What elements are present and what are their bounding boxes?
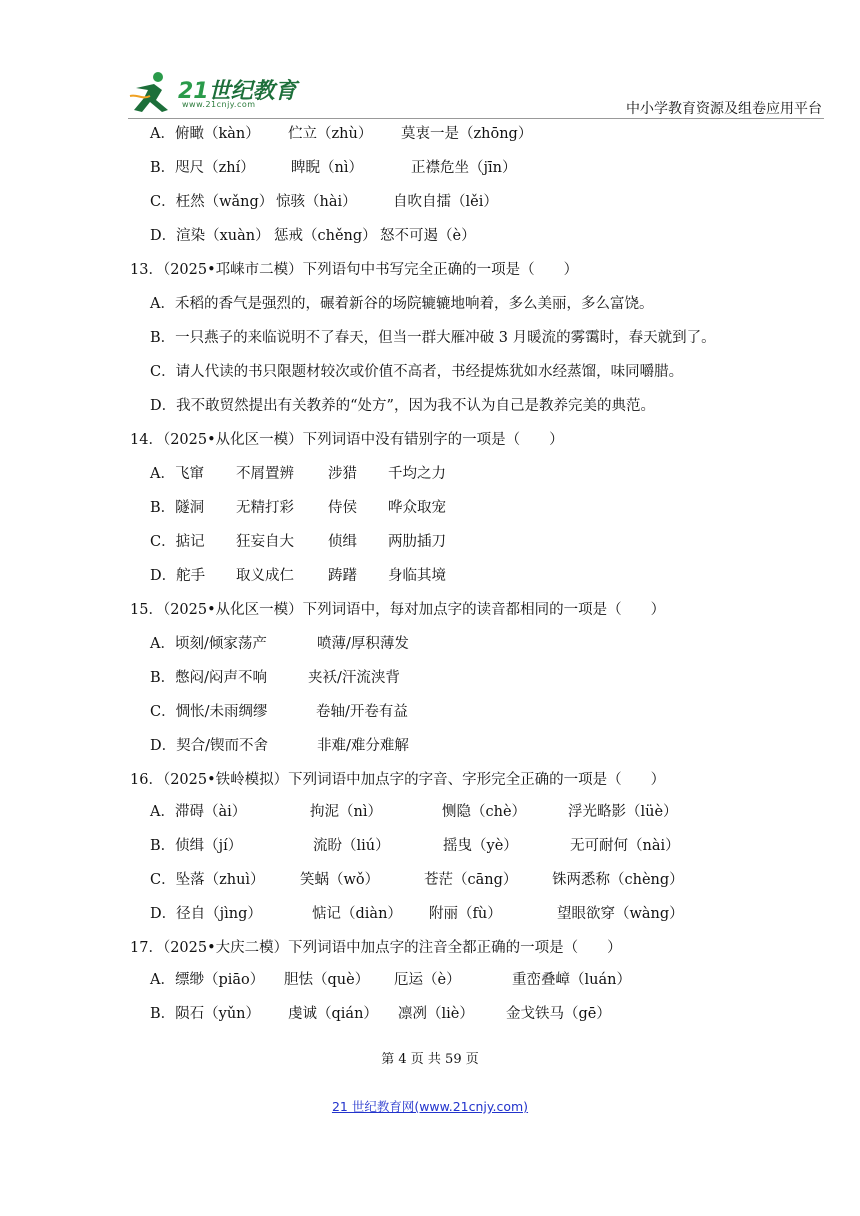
q15-option-c: C．惆怅/未雨绸缪 卷轴/开卷有益: [150, 704, 408, 720]
q14-stem: 14．（2025•从化区一模）下列词语中没有错别字的一项是（ ）: [130, 432, 564, 448]
q16-option-a: A．滞碍（ài） 拘泥（nì） 恻隐（chè） 浮光略影（lüè）: [150, 804, 678, 820]
logo-url: www.21cnjy.com: [182, 100, 256, 109]
q17-option-b: B．陨石（yǔn） 虔诚（qián） 凛冽（liè） 金戈铁马（gē）: [150, 1006, 611, 1022]
q12-option-c: C．枉然（wǎng） 惊骇（hài） 自吹自擂（lěi）: [150, 194, 498, 210]
q14-option-b: B．隧洞 无精打彩 侍侯 哗众取宠: [150, 500, 446, 516]
q12-option-b: B．咫尺（zhí） 睥睨（nì） 正襟危坐（jīn）: [150, 160, 517, 176]
q15-option-b: B．憋闷/闷声不响 夹袄/汗流浃背: [150, 670, 400, 686]
q15-option-d: D．契合/锲而不舍 非难/难分难解: [150, 738, 409, 754]
q15-option-a: A．顷刻/倾家荡产 喷薄/厚积薄发: [150, 636, 409, 652]
platform-title: 中小学教育资源及组卷应用平台: [626, 101, 822, 117]
q16-option-b: B．侦缉（jí） 流盼（liú） 摇曳（yè） 无可耐何（nài）: [150, 838, 680, 854]
footer-site-link[interactable]: 21 世纪教育网(www.21cnjy.com): [331, 1099, 529, 1114]
q13-option-d: D．我不敢贸然提出有关教养的“处方”，因为我不认为自己是教养完美的典范。: [150, 398, 655, 414]
q17-stem: 17．（2025•大庆二模）下列词语中加点字的注音全都正确的一项是（ ）: [130, 940, 622, 956]
q12-option-a: A．俯瞰（kàn） 伫立（zhù） 莫衷一是（zhōng）: [150, 126, 533, 142]
q14-option-a: A．飞窜 不屑置辨 涉猎 千均之力: [150, 466, 446, 482]
q12-option-d: D．渲染（xuàn） 惩戒（chěng） 怒不可遏（è）: [150, 228, 476, 244]
q17-option-a: A．缥缈（piāo） 胆怯（què） 厄运（è） 重峦叠嶂（luán）: [150, 972, 631, 988]
q15-stem: 15．（2025•从化区一模）下列词语中，每对加点字的读音都相同的一项是（ ）: [130, 602, 666, 618]
runner-logo-icon: [128, 70, 176, 116]
q14-option-d: D．舵手 取义成仁 踌躇 身临其境: [150, 568, 446, 584]
q16-option-d: D．径自（jìng） 惦记（diàn） 附丽（fù） 望眼欲穿（wàng）: [150, 906, 684, 922]
q13-option-c: C．请人代读的书只限题材较次或价值不高者，书经提炼犹如水经蒸馏，味同嚼腊。: [150, 364, 684, 380]
q16-option-c: C．坠落（zhuì） 笑蜗（wǒ） 苍茫（cāng） 铢两悉称（chèng）: [150, 872, 684, 888]
q13-option-b: B．一只燕子的来临说明不了春天，但当一群大雁冲破 3 月暖流的雾霭时，春天就到了。: [150, 330, 716, 346]
q16-stem: 16．（2025•铁岭模拟）下列词语中加点字的字音、字形完全正确的一项是（ ）: [130, 772, 666, 788]
site-logo: [128, 70, 308, 116]
logo-title: 21世纪教育: [178, 79, 297, 104]
q14-option-c: C．掂记 狂妄自大 侦缉 两肋插刀: [150, 534, 446, 550]
q13-option-a: A．禾稻的香气是强烈的，碾着新谷的场院辘辘地响着，多么美丽，多么富饶。: [150, 296, 654, 312]
page-number: 第 4 页 共 59 页: [381, 1052, 479, 1067]
header-divider: [128, 118, 824, 119]
q13-stem: 13．（2025•邛崃市二模）下列语句中书写完全正确的一项是（ ）: [130, 262, 579, 278]
